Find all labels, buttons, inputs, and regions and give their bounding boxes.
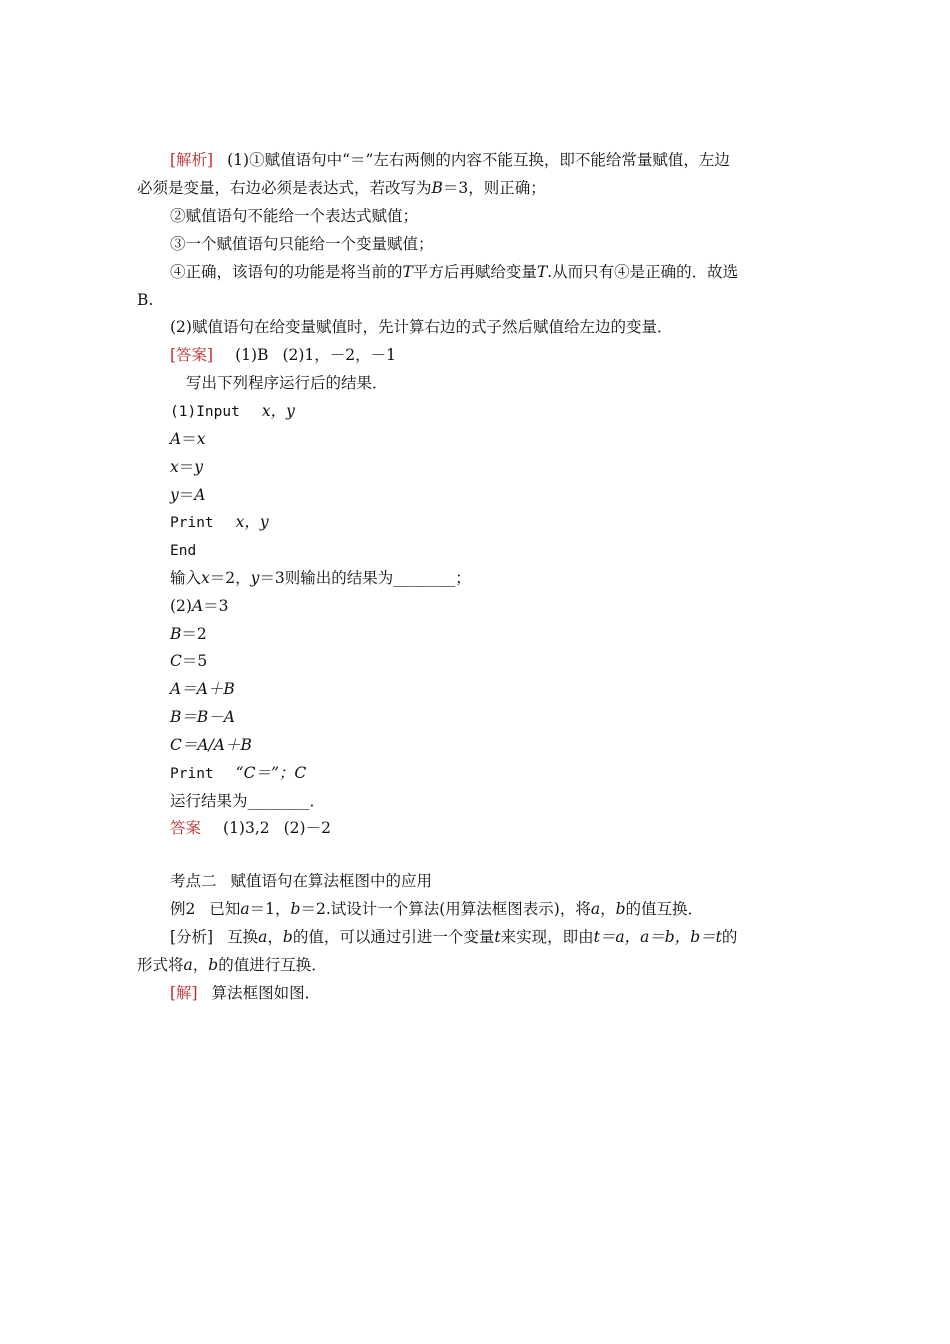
code-line-6 [170, 540, 196, 561]
code-eq: ＝ [178, 486, 195, 504]
solution-line [170, 983, 320, 1003]
jiexi-text-5b: 平方后再赋给变量 [412, 263, 537, 281]
example-text: 已知 [209, 900, 241, 918]
code-print-kw: Print [170, 766, 214, 782]
analysis-text: ， [192, 956, 209, 974]
code-input-kw: (1)Input [170, 404, 240, 420]
example-var: b [290, 900, 301, 918]
code-var: y [170, 486, 179, 504]
analysis-line-1 [170, 927, 737, 947]
analysis-text: 来实现，即由 [500, 928, 594, 946]
code-eq: ＝5 [181, 652, 208, 670]
code-input-vars: x，y [261, 402, 295, 420]
daan-part-2: (2)1，－2，－1 [282, 346, 397, 364]
daan-line-1 [170, 345, 396, 365]
section-number: 考点二 [170, 872, 217, 890]
code-var: x [170, 458, 179, 476]
analysis-var: b [208, 956, 219, 974]
jiexi-line-2 [137, 178, 546, 198]
code-eq: ＝ [181, 430, 197, 448]
example-label: 例2 [170, 900, 196, 918]
jiexi-text-5c: .从而只有④是正确的．故选 [547, 263, 739, 281]
analysis-text: 的 [721, 928, 738, 946]
analysis-tag: [分析] [170, 928, 214, 946]
analysis-formula: t＝a，a＝b，b＝t [593, 928, 722, 946]
code-print-vars: x，y [235, 513, 269, 531]
solution-tag: [解] [170, 984, 198, 1002]
example-var: b [615, 900, 626, 918]
code-eq: ＝ [178, 458, 195, 476]
code-var: x [196, 430, 206, 448]
code2-line-4: A＝A＋B [170, 680, 235, 698]
code-line-3 [170, 457, 203, 477]
example-var: a [590, 900, 601, 918]
analysis-var: a [183, 956, 193, 974]
jiexi-text-2a: 必须是变量，右边必须是表达式，若改写为 [137, 179, 432, 197]
analysis-text: ， [267, 928, 283, 946]
code2-line-3 [170, 651, 207, 671]
analysis-var: a [258, 928, 268, 946]
code-eq: ＝3 [203, 597, 229, 615]
code2-line-5: B＝B－A [170, 708, 235, 726]
jiexi-line-4: ③一个赋值语句只能给一个变量赋值； [170, 235, 434, 253]
daan2-line [170, 818, 331, 838]
jiexi-tag: [解析] [170, 151, 214, 169]
example-text: 的值互换． [625, 900, 704, 918]
jiexi-line-1 [170, 150, 730, 170]
section-title [170, 871, 432, 891]
daan-tag: [答案] [170, 346, 214, 364]
jiexi-var-t2: T [536, 263, 548, 281]
jiexi-var-t1: T [402, 263, 413, 281]
problem-intro: 写出下列程序运行后的结果． [186, 374, 388, 392]
daan2-part-1: (1)3,2 [223, 819, 270, 837]
code-line-4 [170, 485, 205, 505]
analysis-var: t [494, 928, 501, 946]
code-var: A [191, 597, 204, 615]
code-print-kw: Print [170, 515, 214, 531]
code-var: y [194, 458, 204, 476]
analysis-text: 形式将 [137, 956, 184, 974]
solution-text: 算法框图如图． [211, 984, 321, 1002]
jiexi-text-2b: ＝3，则正确； [442, 179, 546, 197]
analysis-line-2 [137, 955, 327, 975]
analysis-text: 的值进行互换． [218, 956, 327, 974]
example-var: a [240, 900, 250, 918]
question-text: ＝2， [209, 569, 251, 587]
analysis-text: 的值，可以通过引进一个变量 [292, 928, 495, 946]
code-var: A [194, 486, 206, 504]
question-text: ＝3则输出的结果为________； [259, 569, 471, 587]
code-print-arg: “C＝”；C [235, 764, 307, 782]
question-var: x [201, 569, 210, 587]
code2-line-6: C＝A/A＋B [170, 736, 252, 754]
code-var: B [170, 625, 182, 643]
daan2-part-2: (2)－2 [283, 819, 331, 837]
code-eq: ＝2 [181, 625, 207, 643]
analysis-var: b [282, 928, 293, 946]
question-2: 运行结果为________． [170, 792, 326, 810]
daan2-tag: 答案 [170, 819, 202, 837]
jiexi-text-1: (1)①赋值语句中“＝”左右两侧的内容不能互换，即不能给常量赋值，左边 [227, 151, 730, 169]
code-label: (2) [170, 597, 192, 615]
question-text: 输入 [170, 569, 202, 587]
example-text: ＝1， [249, 900, 291, 918]
code-end-kw: End [170, 543, 197, 559]
code-var: A [170, 430, 182, 448]
jiexi-text-5a: ④正确，该语句的功能是将当前的 [170, 263, 403, 281]
jiexi-line-7: (2)赋值语句在给变量赋值时，先计算右边的式子然后赋值给左边的变量． [170, 318, 673, 336]
question-var: y [250, 569, 260, 587]
example-line [170, 899, 703, 919]
code-var: C [170, 652, 182, 670]
example-text: ＝2.试设计一个算法(用算法框图表示)，将 [300, 900, 591, 918]
jiexi-line-3: ②赋值语句不能给一个表达式赋值； [170, 207, 419, 225]
section-heading: 赋值语句在算法框图中的应用 [230, 872, 433, 890]
code-line-1 [170, 401, 295, 422]
code2-line-2 [170, 624, 207, 644]
code2-line-1 [170, 596, 229, 616]
question-1 [170, 568, 471, 588]
jiexi-var-b: B [431, 179, 443, 197]
example-text: ， [600, 900, 616, 918]
jiexi-line-5 [170, 262, 738, 282]
code-line-2 [170, 429, 205, 449]
code-line-5 [170, 512, 269, 533]
daan-part-1: (1)B [235, 346, 269, 364]
analysis-text: 互换 [227, 928, 259, 946]
code2-line-7 [170, 763, 306, 784]
jiexi-line-6: B. [137, 291, 154, 309]
